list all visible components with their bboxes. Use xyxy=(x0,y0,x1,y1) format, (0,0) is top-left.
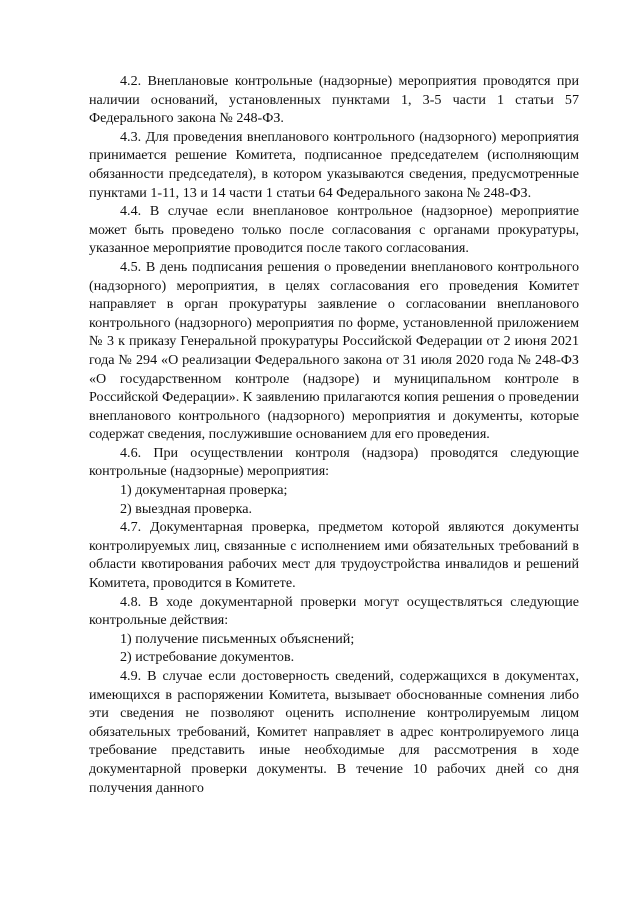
list-item-document-request: 2) истребование документов. xyxy=(120,649,295,666)
paragraph-4-7: 4.7. Документарная проверка, предметом которой являются документы контролируемых лиц, связанные с исполнением ими обязательных требований в области квотирования рабочих мест для трудоустройства инвалидов и решений Комитета, проводится в Комитете. xyxy=(89,519,579,592)
document-page xyxy=(89,72,579,797)
list-item-written-explanations: 1) получение письменных объяснений; xyxy=(120,630,355,647)
paragraph-4-3: 4.3. Для проведения внепланового контрольного (надзорного) мероприятия принимается решение Комитета, подписанное председателем (исполняющим обязанности председателя), в котором указываются сведения, предусмотренные пунктами 1-11, 13 и 14 части 1 статьи 64 Федерального закона № 248-ФЗ. xyxy=(89,128,579,201)
paragraph-4-9: 4.9. В случае если достоверность сведений, содержащихся в документах, имеющихся в распоряжении Комитета, вызывает обоснованные сомнения либо эти сведения не позволяют оценить исполнение контролируемым лицом обязательных требований, Комитет направляет в адрес контролируемого лица требование представить иные необходимые для рассмотрения в ходе документарной проверки документы. В течение 10 рабочих дней со дня получения данного xyxy=(89,668,579,796)
list-item-field-check: 2) выездная проверка. xyxy=(120,500,253,517)
paragraph-4-8: 4.8. В ходе документарной проверки могут осуществляться следующие контрольные действия: xyxy=(89,593,579,629)
paragraph-4-2: 4.2. Внеплановые контрольные (надзорные) мероприятия проводятся при наличии оснований, установленных пунктами 1, 3-5 части 1 статьи 57 Федерального закона № 248-ФЗ. xyxy=(89,73,579,127)
paragraph-4-5: 4.5. В день подписания решения о проведении внепланового контрольного (надзорного) мероприятия, в целях согласования его проведения Комитет направляет в орган прокуратуры заявление о согласовании внепланового контрольного (надзорного) мероприятия по форме, установленной приложением № 3 к приказу Генеральной прокуратуры Российской Федерации от 2 июня 2021 года № 294 «О реализации Федерального закона от 31 июля 2020 года № 248-ФЗ «О государственном контроле (надзоре) и муниципальном контроле в Российской Федерации». К заявлению прилагаются копия решения о проведении внепланового контрольного (надзорного) мероприятия и документы, которые содержат сведения, послужившие основанием для его проведения. xyxy=(89,258,579,443)
paragraph-4-6: 4.6. При осуществлении контроля (надзора) проводятся следующие контрольные (надзорные) мероприятия: xyxy=(89,444,579,480)
paragraph-4-4: 4.4. В случае если внеплановое контрольное (надзорное) мероприятие может быть проведено только после согласования с органами прокуратуры, указанное мероприятие проводится после такого согласования. xyxy=(89,203,579,257)
list-item-documentary-check: 1) документарная проверка; xyxy=(120,482,288,499)
